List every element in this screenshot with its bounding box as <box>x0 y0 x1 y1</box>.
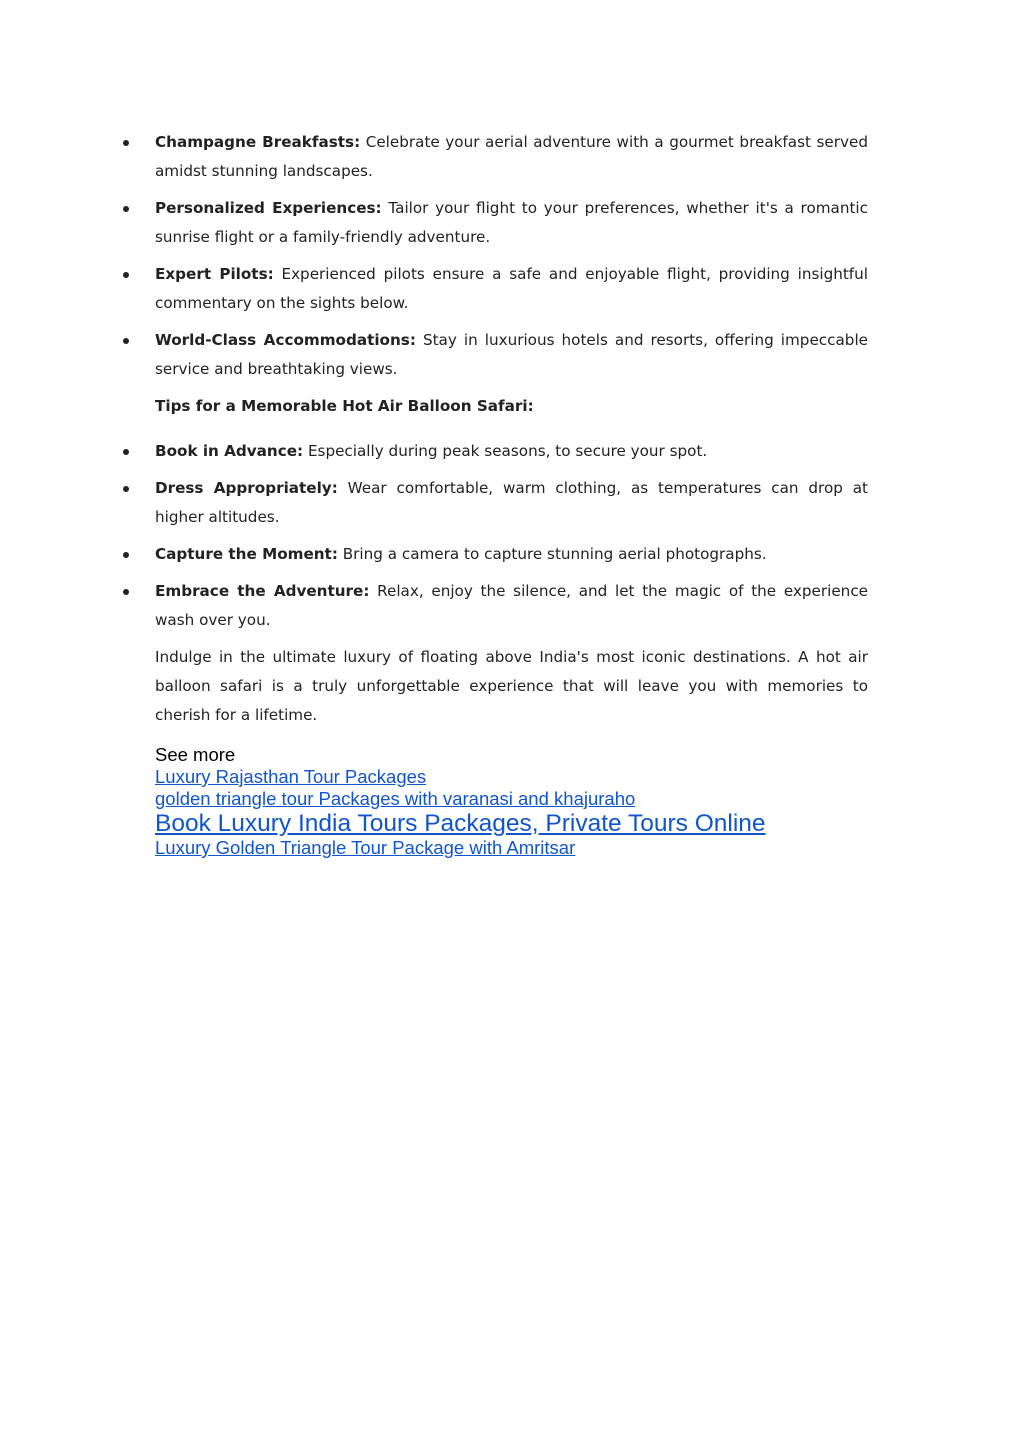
tips-list <box>155 437 868 635</box>
item-title: Dress Appropriately: <box>155 479 338 497</box>
list-item <box>155 260 868 318</box>
bullet-icon <box>123 589 129 595</box>
document-body <box>155 128 868 859</box>
link-golden-triangle-amritsar[interactable]: Luxury Golden Triangle Tour Package with Amritsar <box>155 837 576 858</box>
item-text: Especially during peak seasons, to secure your spot. <box>307 442 708 460</box>
item-title: Book in Advance: <box>155 442 304 460</box>
bullet-icon <box>123 486 129 492</box>
bullet-icon <box>123 272 129 278</box>
item-title: Embrace the Adventure: <box>155 582 370 600</box>
see-more-label: See more <box>155 744 236 765</box>
bullet-icon <box>123 140 129 146</box>
link-book-luxury-india-tours[interactable]: Book Luxury India Tours Packages, Private Tours Online <box>155 810 766 837</box>
closing-paragraph: Indulge in the ultimate luxury of floating above India's most iconic destinations. A hot air balloon safari is a truly unforgettable experience that will leave you with memories to cherish for a lifetime. <box>155 648 868 724</box>
item-title: Personalized Experiences: <box>155 199 382 217</box>
list-item <box>155 577 868 635</box>
list-item <box>155 194 868 252</box>
item-text: Celebrate your aerial adventure with a gourmet breakfast served amidst stunning landscapes. <box>155 133 868 180</box>
item-title: Capture the Moment: <box>155 545 338 563</box>
list-item <box>155 540 868 569</box>
bullet-icon <box>123 206 129 212</box>
see-more-section <box>155 744 868 859</box>
item-text: Stay in luxurious hotels and resorts, offering impeccable service and breathtaking views. <box>155 331 869 378</box>
item-title: World-Class Accommodations: <box>155 331 416 349</box>
item-text: Experienced pilots ensure a safe and enjoyable flight, providing insightful commentary on the sights below. <box>155 265 868 312</box>
item-text: Bring a camera to capture stunning aerial photographs. <box>342 545 767 563</box>
bullet-icon <box>123 552 129 558</box>
item-text: Tailor your flight to your preferences, whether it's a romantic sunrise flight or a family-friendly adventure. <box>155 199 868 246</box>
bullet-icon <box>123 338 129 344</box>
item-title: Expert Pilots: <box>155 265 274 283</box>
item-title: Champagne Breakfasts: <box>155 133 361 151</box>
features-list <box>155 128 868 384</box>
link-golden-triangle-varanasi-khajuraho[interactable]: golden triangle tour Packages with varanasi and khajuraho <box>155 788 636 809</box>
item-text: Relax, enjoy the silence, and let the magic of the experience wash over you. <box>155 582 869 629</box>
bullet-icon <box>123 449 129 455</box>
list-item <box>155 474 868 532</box>
item-text: Wear comfortable, warm clothing, as temperatures can drop at higher altitudes. <box>155 479 868 526</box>
tips-heading: Tips for a Memorable Hot Air Balloon Safari: <box>155 397 534 415</box>
list-item <box>155 437 868 466</box>
link-luxury-rajasthan-tour-packages[interactable]: Luxury Rajasthan Tour Packages <box>155 766 427 787</box>
list-item <box>155 326 868 384</box>
list-item <box>155 128 868 186</box>
